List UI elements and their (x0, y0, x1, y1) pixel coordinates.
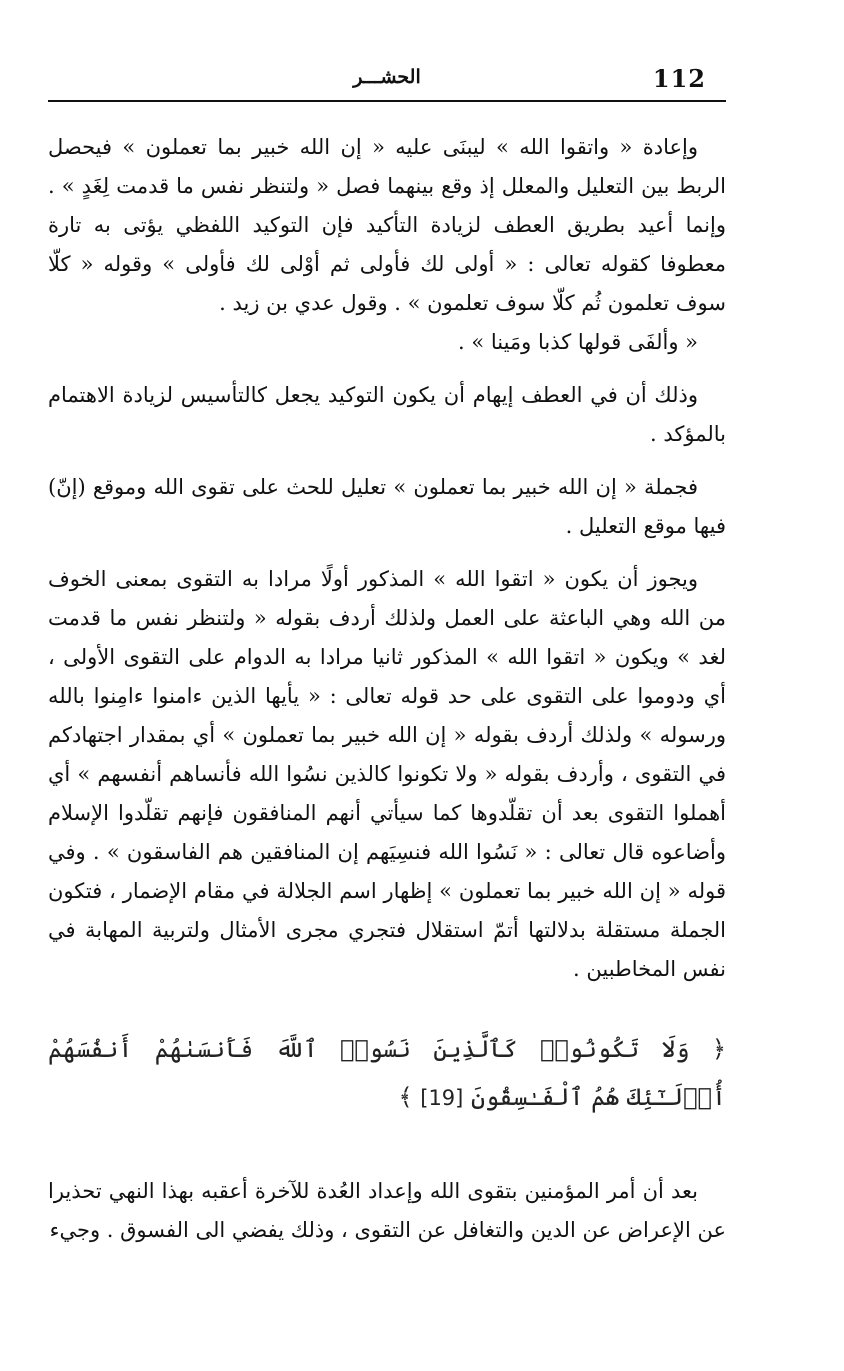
paragraph-4: ويجوز أن يكون « اتقوا الله » المذكور أولًا مرادا به التقوى بمعنى الخوف من الله وهي الباعثة على العمل ولذلك أردف بقوله « ولتنظر نفس ما قدمت لغد » ويكون « اتقوا الله » المذكور ثانيا مرادا به الدوام على التقوى الأولى ، أي ودوموا على التقوى على حد قوله تعالى : « يأيها الذين ءامنوا ءامِنوا بالله ورسوله » ولذلك أردف بقوله « إن الله خبير بما تعملون » أي بمقدار اجتهادكم في التقوى ، وأردف بقوله « ولا تكونوا كالذين نسُوا الله فأنساهم أنفسهم » أي أهملوا التقوى بعد أن تقلّدوها كما سيأتي أنهم المنافقون فإنهم تقلّدوا الإسلام وأضاعوه قال تعالى : « نَسُوا الله فنسِيَهم إن المنافقين هم الفاسقون » . وفي قوله « إن الله خبير بما تعملون » إظهار اسم الجلالة في مقام الإضمار ، فتكون الجملة مستقلة بدلالتها أتمّ استقلال فتجري مجرى الأمثال ولتربية المهابة في نفس المخاطبين . (48, 567, 726, 981)
commentary-text (48, 128, 726, 1250)
paragraph-1: وإعادة « واتقوا الله » ليبنَى عليه « إن الله خبير بما تعملون » فيحصل الربط بين التعليل والمعلل إذ وقع بينهما فصل « ولتنظر نفس ما قدمت لِغَدٍ » . وإنما أعيد بطريق العطف لزيادة التأكيد فإن التوكيد اللفظي يؤتى به تارة معطوفا كقوله تعالى : « أولى لك فأولى ثم أوْلى لك فأولى » وقوله « كلّا سوف تعلمون ثُم كلّا سوف تعلمون » . وقول عدي بن زيد . (48, 135, 726, 315)
verse-number: [19] (420, 1086, 464, 1110)
running-title: الحشـــر (353, 66, 421, 88)
verse-close-bracket: ﴾ (398, 1083, 413, 1111)
verse-open-bracket: ﴿ (711, 1035, 726, 1063)
book-page (48, 60, 726, 1340)
paragraph-5: بعد أن أمر المؤمنين بتقوى الله وإعداد العُدة للآخرة أعقبه بهذا النهي تحذيرا عن الإعراض عن الدين والتغافل عن التقوى ، وذلك يفضي الى الفسوق . وجيء (48, 1179, 726, 1242)
quran-verse (48, 1025, 726, 1122)
paragraph-2: وذلك أن في العطف إيهام أن يكون التوكيد يجعل كالتأسيس لزيادة الاهتمام بالمؤكد . (48, 383, 726, 446)
paragraph-3: فجملة « إن الله خبير بما تعملون » تعليل للحث على تقوى الله وموقع (إنّ) فيها موقع التعليل . (48, 475, 726, 538)
page-header (48, 60, 726, 102)
paragraph-quote: « وألفَى قولها كذبا ومَينا » . (457, 330, 698, 354)
page-number: 112 (652, 64, 706, 93)
verse-text: وَلَا تَكُونُوا۟ كَٱلَّذِينَ نَسُوا۟ ٱللَّهَ فَأَنسَىٰهُمْ أَنفُسَهُمْ أُو۟لَـٰٓئِكَ هُمُ ٱلْفَـٰسِقُونَ (48, 1035, 726, 1111)
